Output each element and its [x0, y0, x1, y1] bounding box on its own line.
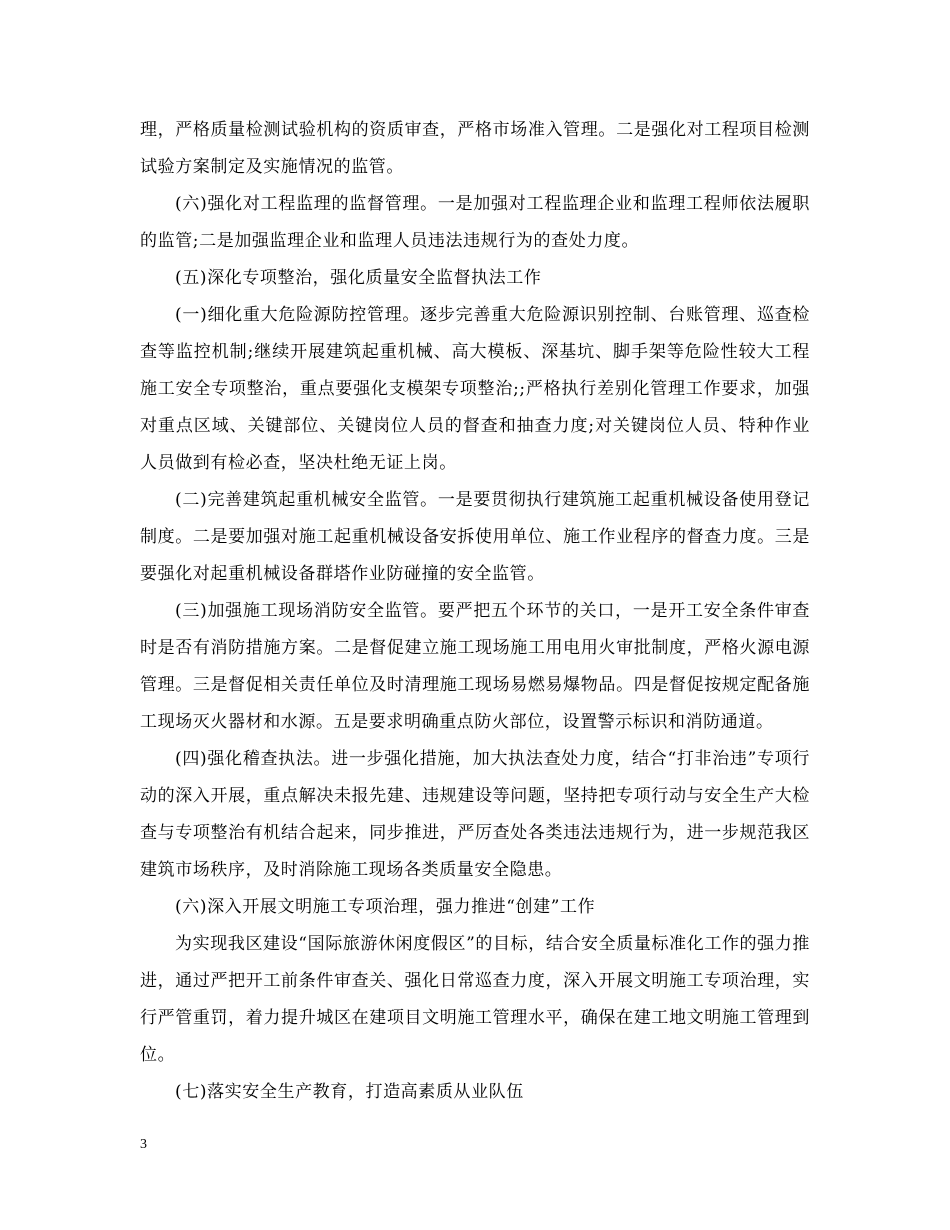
paragraph: 为实现我区建设“国际旅游休闲度假区”的目标，结合安全质量标准化工作的强力推进，通过严把开工前条件审查关、强化日常巡查力度，深入开展文明施工专项治理，实行严管重罚，着力提升城区在建项目文明施工管理水平，确保在建工地文明施工管理到位。: [140, 934, 810, 1065]
paragraph: (一)细化重大危险源防控管理。逐步完善重大危险源识别控制、台账管理、巡查检查等监控机制;继续开展建筑起重机械、高大模板、深基坑、脚手架等危险性较大工程施工安全专项整治，重点要强化支模架专项整治;;严格执行差别化管理工作要求，加强对重点区域、关键部位、关键岗位人员的督查和抽查力度;对关键岗位人员、特种作业人员做到有检必查，坚决杜绝无证上岗。: [140, 305, 810, 473]
paragraph: (六)强化对工程监理的监督管理。一是加强对工程监理企业和监理工程师依法履职的监管;二是加强监理企业和监理人员违法违规行为的查处力度。: [140, 194, 810, 251]
page-number: 3: [140, 1137, 147, 1152]
section-heading: (七)落实安全生产教育，打造高素质从业队伍: [175, 1082, 524, 1102]
paragraph: 理，严格质量检测试验机构的资质审查，严格市场准入管理。二是强化对工程项目检测试验方案制定及实施情况的监管。: [140, 120, 810, 177]
document-body: [140, 112, 810, 1111]
section-heading: (六)深入开展文明施工专项治理，强力推进“创建”工作: [175, 897, 596, 917]
paragraph: (二)完善建筑起重机械安全监管。一是要贯彻执行建筑施工起重机械设备使用登记制度。二是要加强对施工起重机械设备安拆使用单位、施工作业程序的督查力度。三是要强化对起重机械设备群塔作业防碰撞的安全监管。: [140, 490, 810, 584]
section-heading: (五)深化专项整治，强化质量安全监督执法工作: [175, 268, 542, 288]
paragraph: (三)加强施工现场消防安全监管。要严把五个环节的关口，一是开工安全条件审查时是否有消防措施方案。二是督促建立施工现场施工用电用火审批制度，严格火源电源管理。三是督促相关责任单位及时清理施工现场易燃易爆物品。四是督促按规定配备施工现场灭火器材和水源。五是要求明确重点防火部位，设置警示标识和消防通道。: [140, 601, 810, 732]
paragraph: (四)强化稽查执法。进一步强化措施，加大执法查处力度，结合“打非治违”专项行动的深入开展，重点解决未报先建、违规建设等问题，坚持把专项行动与安全生产大检查与专项整治有机结合起来，同步推进，严厉查处各类违法违规行为，进一步规范我区建筑市场秩序，及时消除施工现场各类质量安全隐患。: [140, 749, 810, 880]
